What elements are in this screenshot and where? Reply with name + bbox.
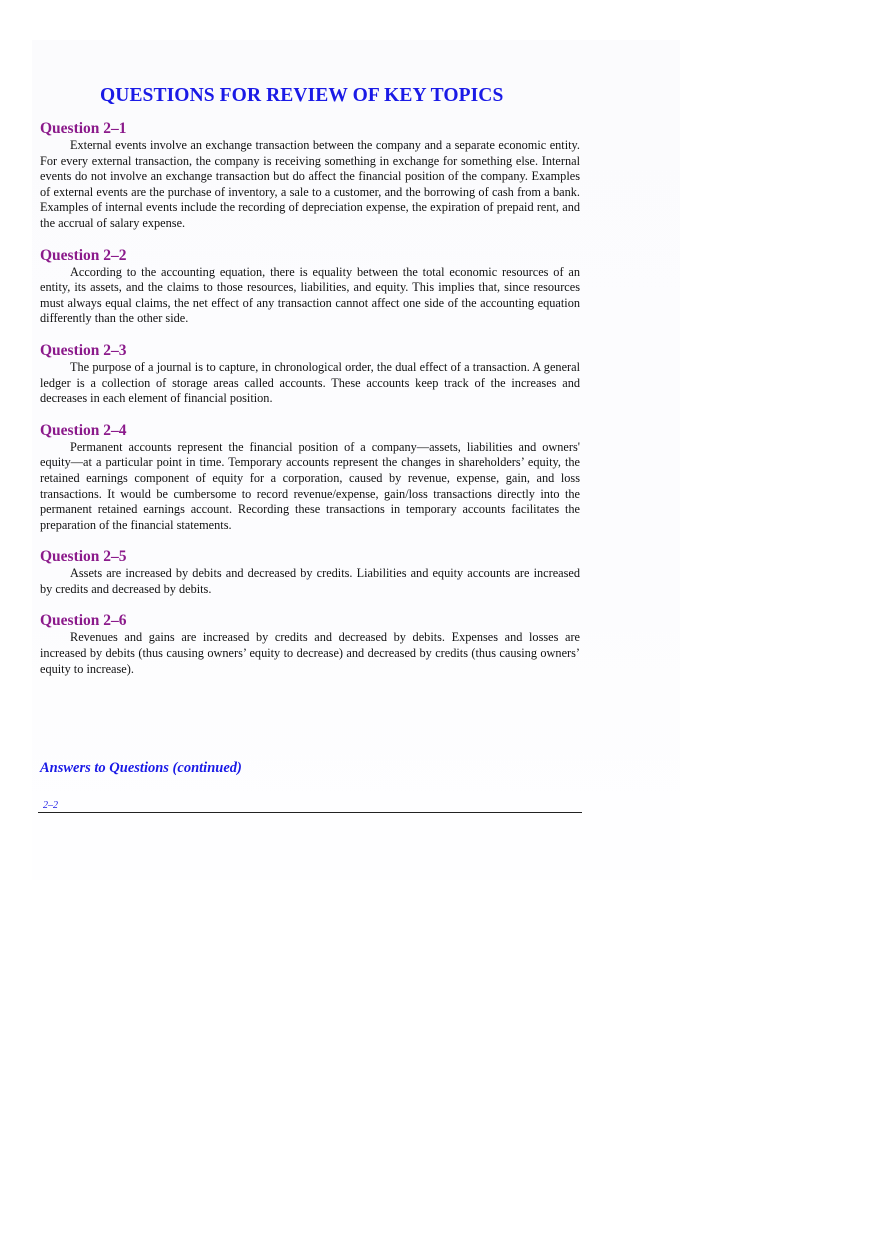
question-heading: Question 2–1	[40, 120, 127, 137]
question-answer: Permanent accounts represent the financial position of a company—assets, liabilities and owners' equity—at a particular point in time. Temporary accounts represent the changes in shareholders’ equity, the retained earnings component of equity for a corporation, caused by revenue, expense, gain, and loss transactions. It would be cumbersome to record revenue/expense, gain/loss transactions directly into the permanent retained earnings account. Recording these transactions in temporary accounts facilitates the preparation of the financial statements.	[40, 439, 580, 532]
question-answer: External events involve an exchange transaction between the company and a separate economic entity. For every external transaction, the company is receiving something in exchange for something else. Internal events do not involve an exchange transaction but do affect the financial position of the company. Examples of external events are the purchase of inventory, a sale to a customer, and the borrowing of cash from a bank. Examples of internal events include the recording of depreciation expense, the expiration of prepaid rent, and the accrual of salary expense.	[40, 138, 580, 230]
question-section	[40, 246, 580, 327]
question-answer: The purpose of a journal is to capture, in chronological order, the dual effect of a transaction. A general ledger is a collection of storage areas called accounts. These accounts keep track of the increases and decreases in each element of financial position.	[40, 359, 580, 406]
question-section	[40, 341, 580, 407]
question-heading: Question 2–3	[40, 341, 127, 359]
question-section	[40, 611, 580, 677]
question-heading: Question 2–2	[40, 246, 127, 264]
question-heading: Question 2–5	[40, 548, 127, 566]
continued-note: Answers to Questions (continued)	[40, 760, 242, 776]
footer-divider	[38, 812, 582, 813]
question-answer: Revenues and gains are increased by credits and decreased by debits. Expenses and losses are increased by debits (thus causing owners’ equity to decrease) and decreased by credits (thus causing owners’ equity to increase).	[40, 630, 580, 676]
question-section	[40, 547, 580, 597]
page-title: QUESTIONS FOR REVIEW OF KEY TOPICS	[100, 85, 504, 106]
document-content	[40, 82, 580, 677]
question-answer: Assets are increased by debits and decreased by credits. Liabilities and equity accounts are increased by credits and decreased by debits.	[40, 566, 580, 596]
question-heading: Question 2–4	[40, 421, 127, 439]
question-section	[40, 119, 580, 232]
question-section	[40, 421, 580, 534]
page-number: 2–2	[43, 800, 58, 811]
question-heading: Question 2–6	[40, 612, 127, 630]
question-answer: According to the accounting equation, there is equality between the total economic resources of an entity, its assets, and the claims to those resources, liabilities, and equity. This implies that, since resources must always equal claims, the net effect of any transaction cannot affect one side of the accounting equation differently than the other side.	[40, 264, 580, 326]
